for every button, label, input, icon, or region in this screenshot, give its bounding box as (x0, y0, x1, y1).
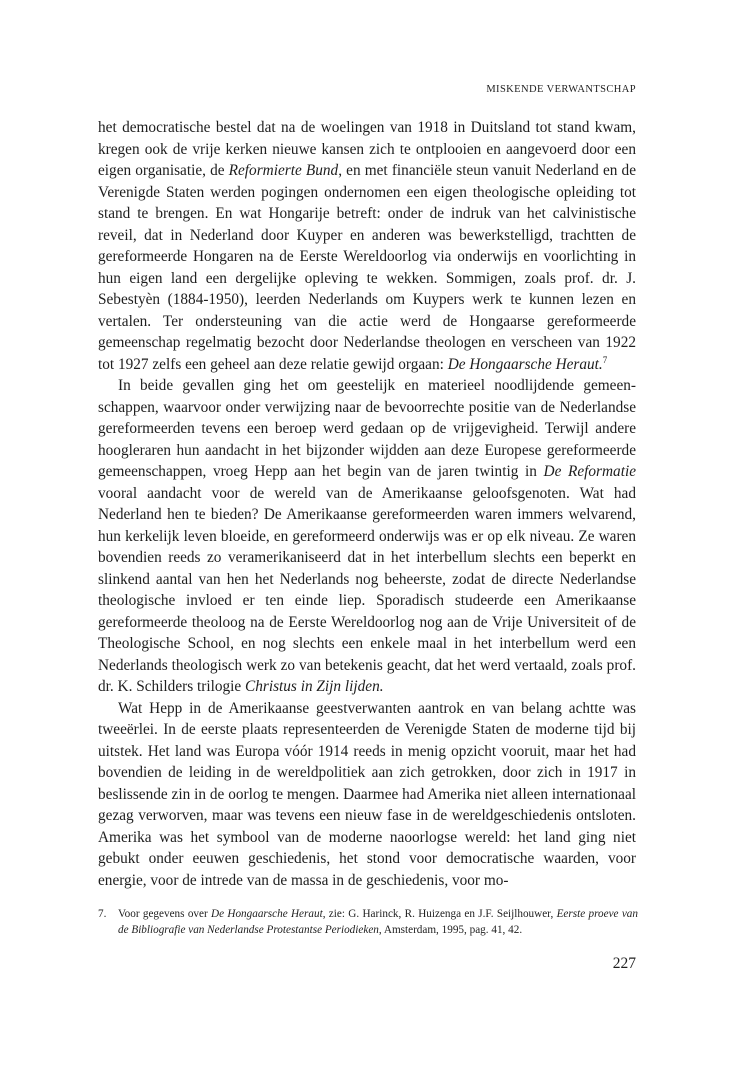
footnote-ref: 7 (602, 354, 608, 365)
italic-run: De Reformatie (543, 463, 636, 480)
text-run: In beide gevallen ging het om geestelijk en materieel noodlijdende gemeenschappen, waarvoor onder verwijzing naar de bevoorrechte positie van de Nederlandse gereformeerden tevens een beroep werd gedaan op de vrijgevigheid. Terwijl andere hoogleraren hun aandacht in het bijzonder wijdden aan deze Europese gereformeerde gemeenschappen, vroeg Hepp aan het begin van de jaren twintig in (98, 377, 636, 480)
text-run: Voor gegevens over (118, 908, 212, 920)
italic-run: Eerste proeve van de Bibliografie van Nederlandse Protestantse Periodieken (118, 908, 638, 936)
paragraph (98, 698, 636, 892)
italic-run: Christus in Zijn lijden. (245, 678, 384, 695)
text-run: vooral aandacht voor de wereld van de Amerikaanse geloofsgenoten. Wat had Nederland hen te bieden? De Amerikaanse gereformeerden waren immers welvarend, hun kerkelijk leven bloeide, en gereformeerd onderwijs was er op elk niveau. Ze waren bovendien reeds zo veramerikaniseerd dat in het interbellum slechts een beperkt en slinkend aantal van hen het Nederlands nog beheerste, zodat de directe Nederlandse theologische invloed er ten einde liep. Sporadisch studeerde een Amerikaanse gereformeerde theoloog na de Eerste Wereldoorlog nog aan de Vrije Universiteit of de Theologische School, en nog slechts een enkele maal in het interbellum werd een Nederlands theologisch werk zo van betekenis geacht, dat het werd vertaald, zoals prof. dr. K. Schilders trilogie (98, 484, 636, 695)
running-head: MISKENDE VERWANTSCHAP (486, 84, 636, 95)
footnote-number: 7. (98, 908, 107, 920)
italic-run: De Hongaarsche Heraut (211, 908, 323, 920)
text-run: , en met financiële steun vanuit Nederland en de Verenigde Staten werden pogingen ondernomen een eigen theologische opleiding tot stand te brengen. En wat Hongarije betreft: onder de indruk van het calvinistische reveil, dat in Nederland door Kuyper en anderen was bewerkstelligd, trachtten de gereformeerde Hongaren na de Eerste Wereldoorlog via onderwijs en voorlichting in hun eigen land een dergelijke opleving te wekken. Sommigen, zoals prof. dr. J. Sebestyèn (1884-1950), leerden Nederlands om Kuypers werk te kunnen lezen en vertalen. Ter ondersteuning van die actie werd de Hongaarse gereformeerde gemeenschap regelmatig bezocht door Nederlandse theologen en verscheen van 1922 tot 1927 zelfs een geheel aan deze relatie gewijd orgaan: (98, 162, 636, 373)
footnote-text (118, 907, 638, 938)
italic-run: De Hongaarsche Heraut. (447, 355, 603, 373)
page-number: 227 (612, 955, 636, 972)
text-run: , Amsterdam, 1995, pag. 41, 42. (378, 923, 523, 936)
text-run: het democratische bestel dat na de woelingen van 1918 in Duitsland tot stand kwam, kregen ook de vrije kerken nieuwe kansen zich te ontplooien en aangevoerd door een eigen organisatie, de (98, 119, 636, 179)
text-run: Wat Hepp in de Amerikaanse geestverwanten aantrok en van belang achtte was tweeërlei. In de eerste plaats representeerden de Verenigde Staten de moderne tijd bij uitstek. Het land was Europa vóór 1914 reeds in menig opzicht vooruit, maar het had bovendien de leiding in de wereldpolitiek aan zich getrokken, door zich in 1917 in beslissende zin in de oorlog te mengen. Daarmee had Amerika niet alleen internationaal gezag verworven, maar was tevens een nieuw fase in de wereldgeschiedenis ontsloten. Amerika was het symbool van de moderne naoorlogse wereld: het land ging niet gebukt onder eeuwen geschiedenis, het stond voor democratische waarden, voor energie, voor de intrede van de massa in de geschiedenis, voor mo- (98, 699, 636, 889)
body-text (98, 117, 636, 891)
italic-run: Reformierte Bund (228, 162, 339, 179)
footnote (98, 907, 638, 938)
paragraph (98, 375, 636, 698)
text-run: , zie: G. Harinck, R. Huizenga en J.F. Seijlhouwer, (322, 908, 557, 920)
paragraph (98, 117, 636, 375)
